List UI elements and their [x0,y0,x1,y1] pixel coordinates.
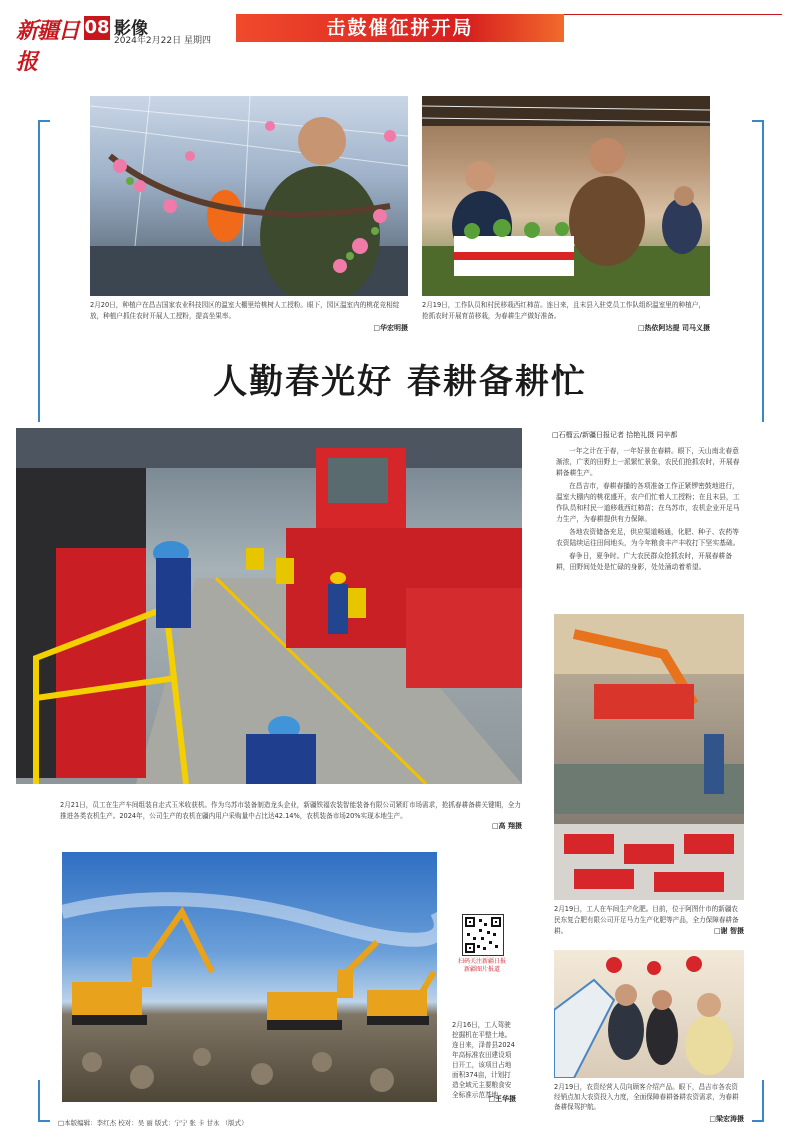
photo-2-credit: □热依阿达提 司马义摄 [637,324,710,332]
article-byline: □石榴云/新疆日报记者 拾艳礼摄 同辛都 [552,431,678,439]
right-bracket-top [752,120,764,422]
article-paragraph: 在昌吉市，春耕春播的各项准备工作正紧锣密鼓地进行，温室大棚内的桃花盛开，农户们忙着人工授粉；在且末县，工作队员和村民一道移栽西红柿苗；在乌苏市，农机企业开足马力生产，为春耕提供有力保障。 [556,482,740,523]
left-bracket-bottom [38,1080,50,1122]
article-paragraph: 春争日，夏争时。广大农民群众抢抓农时，开展春耕备耕，田野间处处是忙碌的身影，处处涌动着希望。 [556,552,733,571]
photo-6-illustration [554,950,744,1078]
photo-5-caption: 2月16日，工人驾驶挖掘机在平整土地。连日来，泽普县2024年高标准农田建设项目开工，该项目占地面积374亩，计划打造全域元主要粮食安全标准示范基地。 [452,1021,515,1099]
photo-6-caption: 2月19日，农资经营人员向顾客介绍产品。眼下，昌吉市各农资经销点加大农资投入力度，全面保障春耕备耕农资需求，为春耕备耕保驾护航。 [554,1083,739,1111]
article-paragraph: 各地农资储备充足，供应渠道畅通，化肥、种子、农药等农资陆续运往田间地头，为今年粮食丰产丰收打下坚实基础。 [556,528,740,547]
topic-banner: 击鼓催征拼开局 [236,14,564,42]
photo-4-credit: □谢 智摄 [713,927,744,935]
photo-3-credit: □高 翔摄 [491,822,522,830]
photo-2-caption: 2月19日，工作队员和村民移栽西红柿苗。连日来，且末县入驻党员工作队组织温室里的种植户，抢抓农时开展育苗移栽，为春耕生产做好准备。 [422,301,705,320]
photo-6-credit: □梁宏涛摄 [709,1115,744,1123]
photo-harvester-assembly [16,428,522,784]
qr-code-pattern [463,915,503,955]
photo-5-credit: □王华摄 [488,1095,516,1103]
photo-seedling-transplant [422,96,710,296]
photo-4-caption: 2月19日，工人在车间生产化肥。目前，位于阿图什市的新疆农民东复合肥有限公司开足马力生产化肥等产品，全力保障春耕备耕。 [554,905,739,935]
photo-1-illustration [90,96,408,296]
photo-1-caption: 2月20日，种植户在昌吉国家农业科技园区的温室大棚里给桃树人工授粉。眼下，园区温室内的桃花竞相绽放，种植户抓住农时开展人工授粉，提高坐果率。 [90,301,400,320]
section-title: 影像 [114,19,148,39]
photo-agri-supplies-store [554,950,744,1078]
photo-peach-blossom-pollination [90,96,408,296]
qr-label: 扫码关注新疆日报 新疆图片报道 [457,958,506,973]
photo-3-caption: 2月21日，员工在生产车间组装自走式玉米收获机。作为乌苏市装备制造龙头企业，新疆铁福农装智能装备有限公司紧盯市场需求，抢抓春耕备耕关键期，全力推进各类农机生产。2024年，公司生产的农机在疆内用户采购量中占比达42.14%，农机装备市场20%实现本地生产。 [60,801,521,820]
issue-date: 2024年2月22日 星期四 [114,36,211,46]
page-headline: 人勤春光好 春耕备耕忙 [213,362,587,402]
article-body [556,446,744,573]
qr-code[interactable] [462,914,504,956]
photo-5-illustration [62,852,437,1102]
newspaper-logo: 新疆日报 [16,18,80,75]
left-bracket-top [38,120,50,422]
editorial-footer: □本版编辑：李红杰 校对：吴 丽 版式：宁宁 张 卡 甘永 （版式） [58,1119,248,1127]
photo-excavators-leveling [62,852,437,1102]
photo-fertilizer-production [554,614,744,900]
photo-2-illustration [422,96,710,296]
photo-3-illustration [16,428,522,784]
photo-4-illustration [554,614,744,900]
page-number: 08 [84,17,110,38]
photo-1-credit: □华宏明摄 [373,324,408,332]
article-paragraph: 一年之计在于春，一年好景在春耕。眼下，天山南北春意渐浓，广袤的田野上一派繁忙景象，农民们抢抓农时，开展春耕备耕生产。 [556,447,740,477]
right-bracket-bottom [752,1080,764,1122]
